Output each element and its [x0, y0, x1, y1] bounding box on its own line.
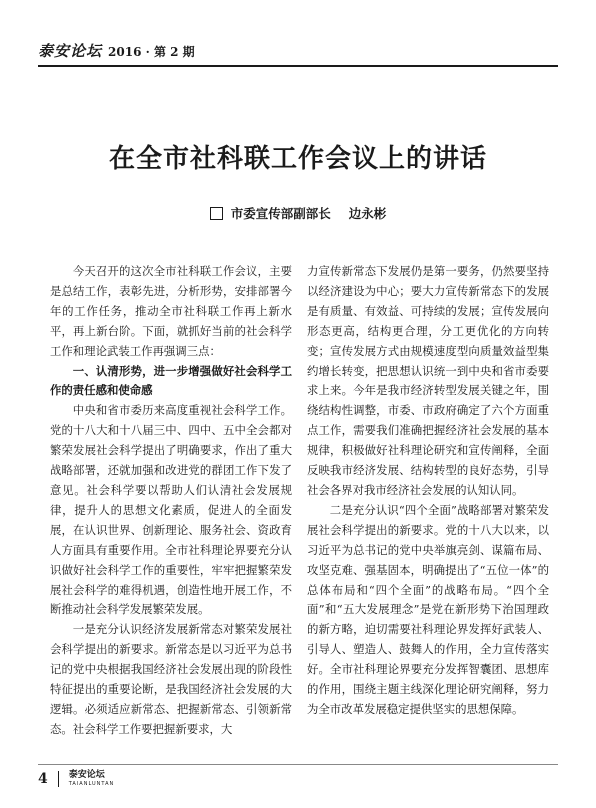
paragraph: 中央和省市委历来高度重视社会科学工作。党的十八大和十八届三中、四中、五中全会都对繁荣发展社会科学提出了明确要求，作出了重大战略部署，还就加强和改进党的群团工作下发了意见。社会科学要以帮助人们认清社会发展规律，提升人的思想文化素质，促进人的全面发展，在认识世界、创新理论、服务社会、资政育人方面具有重要作用。全市社科理论界要充分认识做好社会科学工作的重要性，牢牢把握繁荣发展社会科学的难得机遇，创造性地开展工作，不断推动社会科学发展繁荣发展。: [50, 403, 292, 617]
page-footer: [38, 764, 558, 787]
byline-role: 市委宣传部副部长: [230, 206, 331, 221]
paragraph: 二是充分认识“四个全面”战略部署对繁荣发展社会科学提出的新要求。党的十八大以来，以习近平为总书记的党中央举旗亮剑、谋篇布局、攻坚克难、强基固本，明确提出了“五位一体”的总体布局和“四个全面”的战略布局。“四个全面”和“五大发展理念”是党在新形势下治国理政的新方略，迫切需要社科理论界发挥好武装人、引导人、塑造人、鼓舞人的作用，全力宣传落实好。全市社科理论界要充分发挥智囊团、思想库的作用，围绕主题主线深化理论研究阐释，努力为全市改革发展稳定提供坚实的思想保障。: [307, 502, 549, 716]
paragraph: 今天召开的这次全市社科联工作会议，主要是总结工作，表彰先进，分析形势，安排部署今年的工作任务，推动全市社科联工作再上新水平，再上新台阶。下面，就抓好当前的社会科学工作和理论武装工作再强调三点：: [50, 264, 292, 358]
paragraph: 力宣传新常态下发展仍是第一要务，仍然要坚持以经济建设为中心；要大力宣传新常态下的发展是有质量、有效益、可持续的发展；宣传发展向形态更高，结构更合理，分工更优化的方向转变；宣传发展方式由规模速度型向质量效益型集约增长转变，把思想认识统一到中央和省市委要求上来。今年是我市经济转型发展关键之年，围绕结构性调整，市委、市政府确定了六个方面重点工作，需要我们准确把握经济社会发展的基本规律，积极做好社科理论研究和宣传阐释，全面反映我市经济发展、结构转型的良好态势，引导社会各界对我市经济社会发展的认知认同。: [307, 264, 549, 497]
byline-name: 边永彬: [348, 206, 387, 221]
issue-label: 2016 · 第 2 期: [108, 45, 195, 59]
right-column: [307, 262, 549, 720]
paragraph: 一是充分认识经济发展新常态对繁荣发展社会科学提出的新要求。新常态是以习近平为总书记的党中央根据我国经济社会发展出现的阶段性特征提出的重要论断，是我国经济社会发展的大逻辑。必须适应新常态、把握新常态、引领新常态。社会科学工作要把握新要求，大: [50, 622, 292, 736]
square-box-icon: [210, 207, 223, 220]
section-heading: 一、认清形势，进一步增强做好社会科学工作的责任感和使命感: [50, 363, 292, 398]
footer-divider: [58, 771, 59, 787]
page-number: 4: [38, 771, 48, 787]
footer-brand: [69, 771, 115, 787]
byline: [0, 204, 596, 222]
left-column: [50, 262, 292, 740]
page-header: [38, 40, 558, 67]
article-title: 在全市社科联工作会议上的讲话: [108, 144, 487, 174]
footer-brand-cn: 泰安论坛: [68, 770, 105, 780]
journal-name: 泰安论坛: [38, 42, 103, 60]
footer-brand-en: TAIANLUNTAN: [68, 781, 115, 787]
